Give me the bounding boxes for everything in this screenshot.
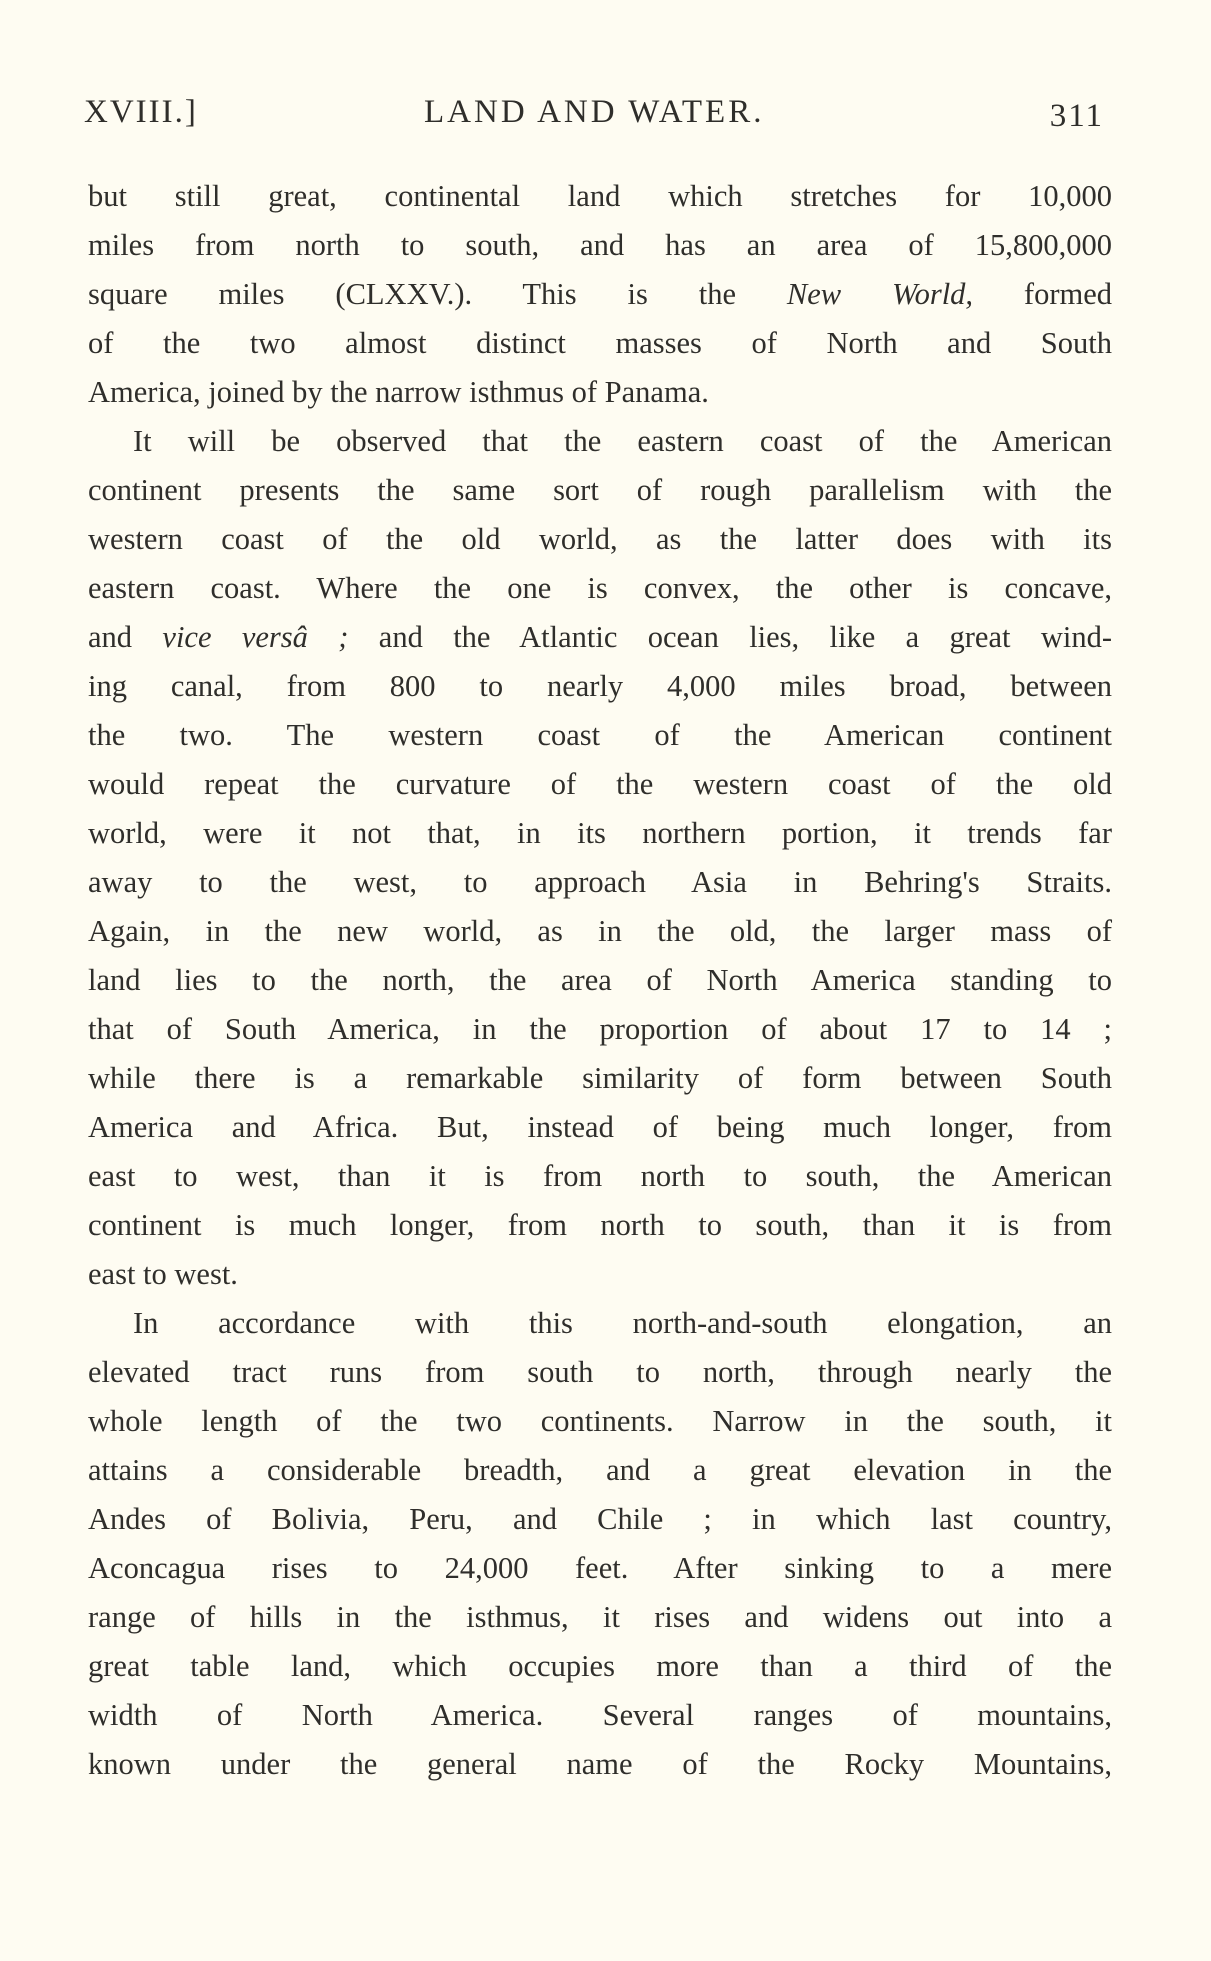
- page-number: 311: [1049, 98, 1104, 134]
- text-line: America and Africa. But, instead of being much longer, from: [88, 1110, 1112, 1144]
- text-line: and vice versâ ; and the Atlantic ocean lies, like a great wind-: [88, 620, 1112, 654]
- text-line: In accordance with this north-and-south elongation, an: [133, 1306, 1112, 1340]
- text-line: continent is much longer, from north to south, than it is from: [88, 1208, 1112, 1242]
- text-line: away to the west, to approach Asia in Behring's Straits.: [88, 865, 1112, 899]
- text-line: Again, in the new world, as in the old, the larger mass of: [88, 914, 1112, 948]
- text-line: miles from north to south, and has an area of 15,800,000: [88, 228, 1112, 262]
- running-head: [84, 94, 1104, 154]
- text-line: America, joined by the narrow isthmus of Panama.: [88, 375, 709, 409]
- text-line: eastern coast. Where the one is convex, the other is concave,: [88, 571, 1112, 605]
- text-line: land lies to the north, the area of North America standing to: [88, 963, 1112, 997]
- text-line: east to west.: [88, 1257, 238, 1291]
- text-line: It will be observed that the eastern coast of the American: [133, 424, 1112, 458]
- text-line: east to west, than it is from north to south, the American: [88, 1159, 1112, 1193]
- text-line: Andes of Bolivia, Peru, and Chile ; in which last country,: [88, 1502, 1112, 1536]
- text-line: continent presents the same sort of rough parallelism with the: [88, 473, 1112, 507]
- text-line: attains a considerable breadth, and a great elevation in the: [88, 1453, 1112, 1487]
- text-line: that of South America, in the proportion of about 17 to 14 ;: [88, 1012, 1112, 1046]
- text-line: ing canal, from 800 to nearly 4,000 miles broad, between: [88, 669, 1112, 703]
- text-line: whole length of the two continents. Narrow in the south, it: [88, 1404, 1112, 1438]
- text-line: world, were it not that, in its northern portion, it trends far: [88, 816, 1112, 850]
- text-line: Aconcagua rises to 24,000 feet. After sinking to a mere: [88, 1551, 1112, 1585]
- chapter-number: XVIII.]: [84, 94, 198, 130]
- text-line: width of North America. Several ranges of mountains,: [88, 1698, 1112, 1732]
- text-line: known under the general name of the Rocky Mountains,: [88, 1747, 1112, 1781]
- text-line: range of hills in the isthmus, it rises and widens out into a: [88, 1600, 1112, 1634]
- italic-phrase: New World,: [786, 277, 974, 311]
- text-line: while there is a remarkable similarity of form between South: [88, 1061, 1112, 1095]
- body-text: [88, 172, 1112, 1789]
- text-line: square miles (CLXXV.). This is the New World, formed: [88, 277, 1112, 311]
- text-line: but still great, continental land which stretches for 10,000: [88, 179, 1112, 213]
- italic-phrase: vice versâ ;: [162, 620, 349, 654]
- text-line: elevated tract runs from south to north, through nearly the: [88, 1355, 1112, 1389]
- text-line: the two. The western coast of the American continent: [88, 718, 1112, 752]
- page-title: LAND AND WATER.: [424, 94, 765, 130]
- text-line: western coast of the old world, as the latter does with its: [88, 522, 1112, 556]
- text-line: great table land, which occupies more than a third of the: [88, 1649, 1112, 1683]
- text-line: of the two almost distinct masses of North and South: [88, 326, 1112, 360]
- text-line: would repeat the curvature of the western coast of the old: [88, 767, 1112, 801]
